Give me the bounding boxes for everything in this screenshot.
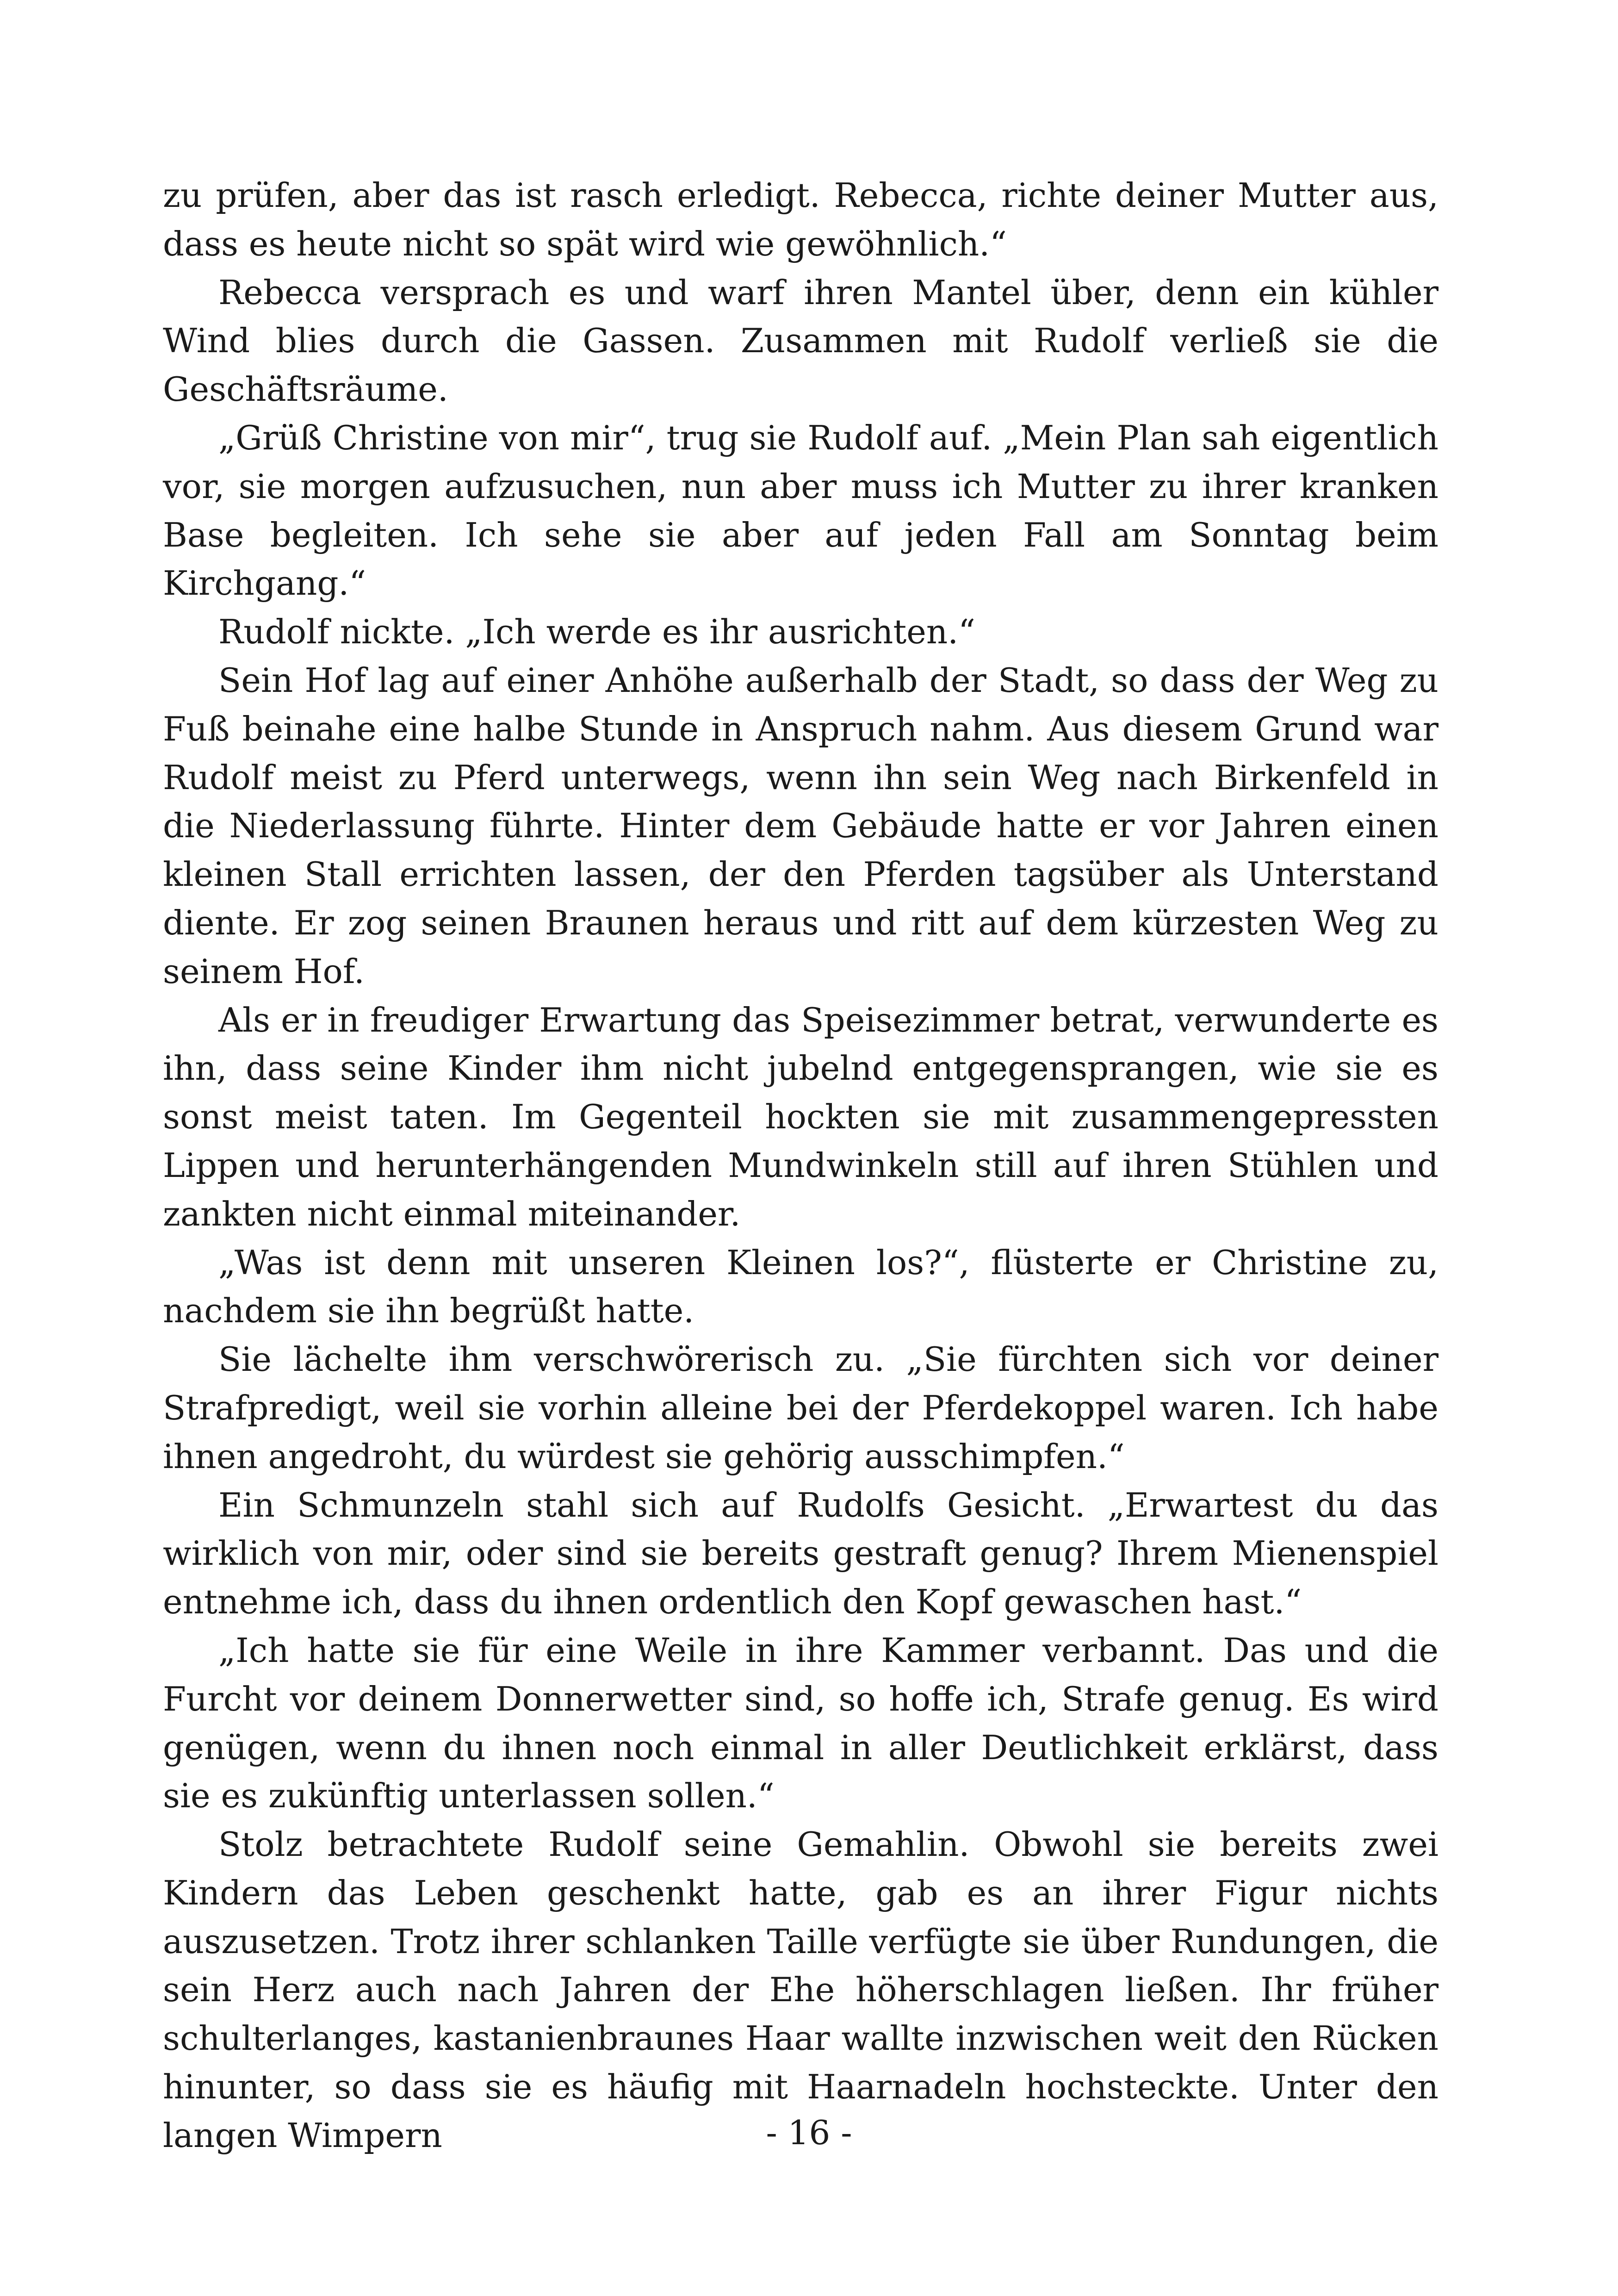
- paragraph: „Grüß Christine von mir“, trug sie Rudolf auf. „Mein Plan sah eigentlich vor, sie morgen aufzusuchen, nun aber muss ich Mutter zu ihrer kranken Base begleiten. Ich sehe sie aber auf jeden Fall am Sonntag beim Kirchgang.“: [163, 418, 1438, 603]
- paragraph: Als er in freudiger Erwartung das Speisezimmer betrat, verwunderte es ihn, dass seine Kinder ihm nicht jubelnd entgegensprangen, wie sie es sonst meist taten. Im Gegenteil hockten sie mit zusammengepressten Lippen und herunterhängenden Mundwinkeln still auf ihren Stühlen und zankten nicht einmal miteinander.: [163, 1000, 1438, 1233]
- paragraph: Sein Hof lag auf einer Anhöhe außerhalb der Stadt, so dass der Weg zu Fuß beinahe eine halbe Stunde in Anspruch nahm. Aus diesem Grund war Rudolf meist zu Pferd unterwegs, wenn ihn sein Weg nach Birkenfeld in die Niederlassung führte. Hinter dem Gebäude hatte er vor Jahren einen kleinen Stall errichten lassen, der den Pferden tagsüber als Unterstand diente. Er zog seinen Braunen heraus und ritt auf dem kürzesten Weg zu seinem Hof.: [163, 660, 1438, 991]
- paragraph: Ein Schmunzeln stahl sich auf Rudolfs Gesicht. „Erwartest du das wirklich von mir, oder sind sie bereits gestraft genug? Ihrem Mienenspiel entnehme ich, dass du ihnen ordentlich den Kopf gewaschen hast.“: [163, 1485, 1438, 1622]
- paragraph: Sie lächelte ihm verschwörerisch zu. „Sie fürchten sich vor deiner Strafpredigt, weil sie vorhin alleine bei der Pferdekoppel waren. Ich habe ihnen angedroht, du würdest sie gehörig ausschimpfen.“: [163, 1340, 1438, 1476]
- paragraph: Rebecca versprach es und warf ihren Mantel über, denn ein kühler Wind blies durch die Gassen. Zusammen mit Rudolf verließ sie die Geschäftsräume.: [163, 273, 1438, 409]
- paragraph: zu prüfen, aber das ist rasch erledigt. Rebecca, richte deiner Mutter aus, dass es heute nicht so spät wird wie gewöhnlich.“: [163, 176, 1438, 263]
- page-number: - 16 -: [766, 2113, 852, 2152]
- paragraph: Rudolf nickte. „Ich werde es ihr ausrichten.“: [218, 612, 975, 652]
- paragraph: Stolz betrachtete Rudolf seine Gemahlin. Obwohl sie bereits zwei Kindern das Leben geschenkt hatte, gab es an ihrer Figur nichts auszusetzen. Trotz ihrer schlanken Taille verfügte sie über Rundungen, die sein Herz auch nach Jahren der Ehe höherschlagen ließen. Ihr früher schulterlanges, kastanienbraunes Haar wallte inzwischen weit den Rücken hinunter, so dass sie es häufig mit Haarnadeln hochsteckte. Unter den langen Wimpern: [163, 1825, 1438, 2155]
- paragraph: „Ich hatte sie für eine Weile in ihre Kammer verbannt. Das und die Furcht vor deinem Donnerwetter sind, so hoffe ich, Strafe genug. Es wird genügen, wenn du ihnen noch einmal in aller Deutlichkeit erklärst, dass sie es zukünftig unterlassen sollen.“: [163, 1630, 1438, 1816]
- paragraph: „Was ist denn mit unseren Kleinen los?“, flüsterte er Christine zu, nachdem sie ihn begrüßt hatte.: [163, 1243, 1438, 1331]
- body-text: [163, 171, 1438, 2160]
